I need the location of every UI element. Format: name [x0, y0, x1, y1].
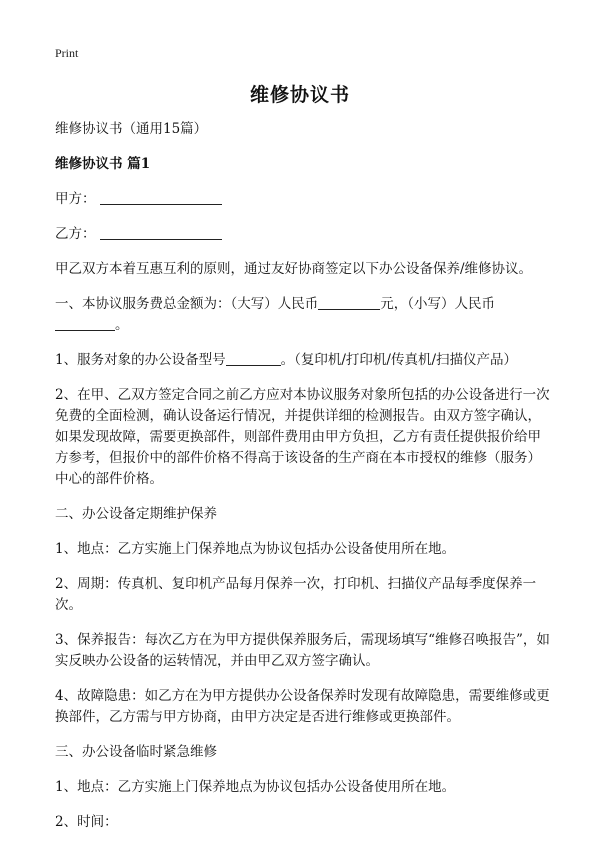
party-b-row — [55, 224, 553, 245]
clause-1-text-c: 。 — [115, 317, 129, 333]
item-1-text-b: 。（复印机/打印机/传真机/扫描仪产品） — [280, 352, 517, 368]
party-b-blank — [100, 224, 222, 240]
clause-1-text-a: 一、本协议服务费总金额为：（大写）人民币 — [55, 296, 319, 312]
section-3-heading: 三、办公设备临时紧急维修 — [55, 744, 217, 760]
section-2-heading: 二、办公设备定期维护保养 — [55, 506, 217, 522]
section-2-item-1: 1、地点：乙方实施上门保养地点为协议包括办公设备使用所在地。 — [55, 541, 456, 557]
party-b-label: 乙方： — [55, 226, 96, 242]
amount-uppercase-blank — [318, 294, 380, 310]
print-link[interactable]: Print — [55, 46, 79, 60]
section-3-item-1: 1、地点：乙方实施上门保养地点为协议包括办公设备使用所在地。 — [55, 779, 456, 795]
document-title: 维修协议书 — [249, 84, 350, 106]
document-subtitle: 维修协议书（通用15篇） — [55, 121, 208, 137]
intro-paragraph: 甲乙双方本着互惠互利的原则，通过友好协商签定以下办公设备保养/维修协议。 — [55, 261, 533, 277]
item-1 — [55, 350, 553, 371]
model-blank — [226, 350, 281, 366]
party-a-blank — [100, 189, 222, 205]
section-2-item-3: 3、保养报告：每次乙方在为甲方提供保养服务后，需现场填写“维修召唤报告”，如实反映办公设备的运转情况，并由甲乙双方签字确认。 — [55, 632, 550, 669]
document-body — [55, 119, 553, 847]
section-2-item-4: 4、故障隐患：如乙方在为甲方提供办公设备保养时发现有故障隐患，需要维修或更换部件，乙方需与甲方协商，由甲方决定是否进行维修或更换部件。 — [55, 688, 550, 725]
section-2-item-2: 2、周期：传真机、复印机产品每月保养一次，打印机、扫描仪产品每季度保养一次。 — [55, 576, 537, 613]
party-a-row — [55, 189, 553, 210]
section-3-item-2: 2、时间： — [55, 814, 118, 830]
party-a-label: 甲方： — [55, 191, 96, 207]
item-2: 2、在甲、乙双方签定合同之前乙方应对本协议服务对象所包括的办公设备进行一次免费的全面检测，确认设备运行情况，并提供详细的检测报告。由双方签字确认，如果发现故障，需要更换部件，则部件费用由甲方负担，乙方有责任提供报价给甲方参考，但报价中的部件价格不得高于该设备的生产商在本市授权的维修（服务）中心的部件价格。 — [55, 387, 550, 487]
section-heading: 维修协议书 篇1 — [55, 156, 151, 172]
item-1-text-a: 1、服务对象的办公设备型号 — [55, 352, 226, 368]
clause-1-text-b: 元，（小写）人民币 — [380, 296, 495, 312]
clause-1 — [55, 294, 553, 336]
amount-lowercase-blank — [55, 315, 115, 331]
